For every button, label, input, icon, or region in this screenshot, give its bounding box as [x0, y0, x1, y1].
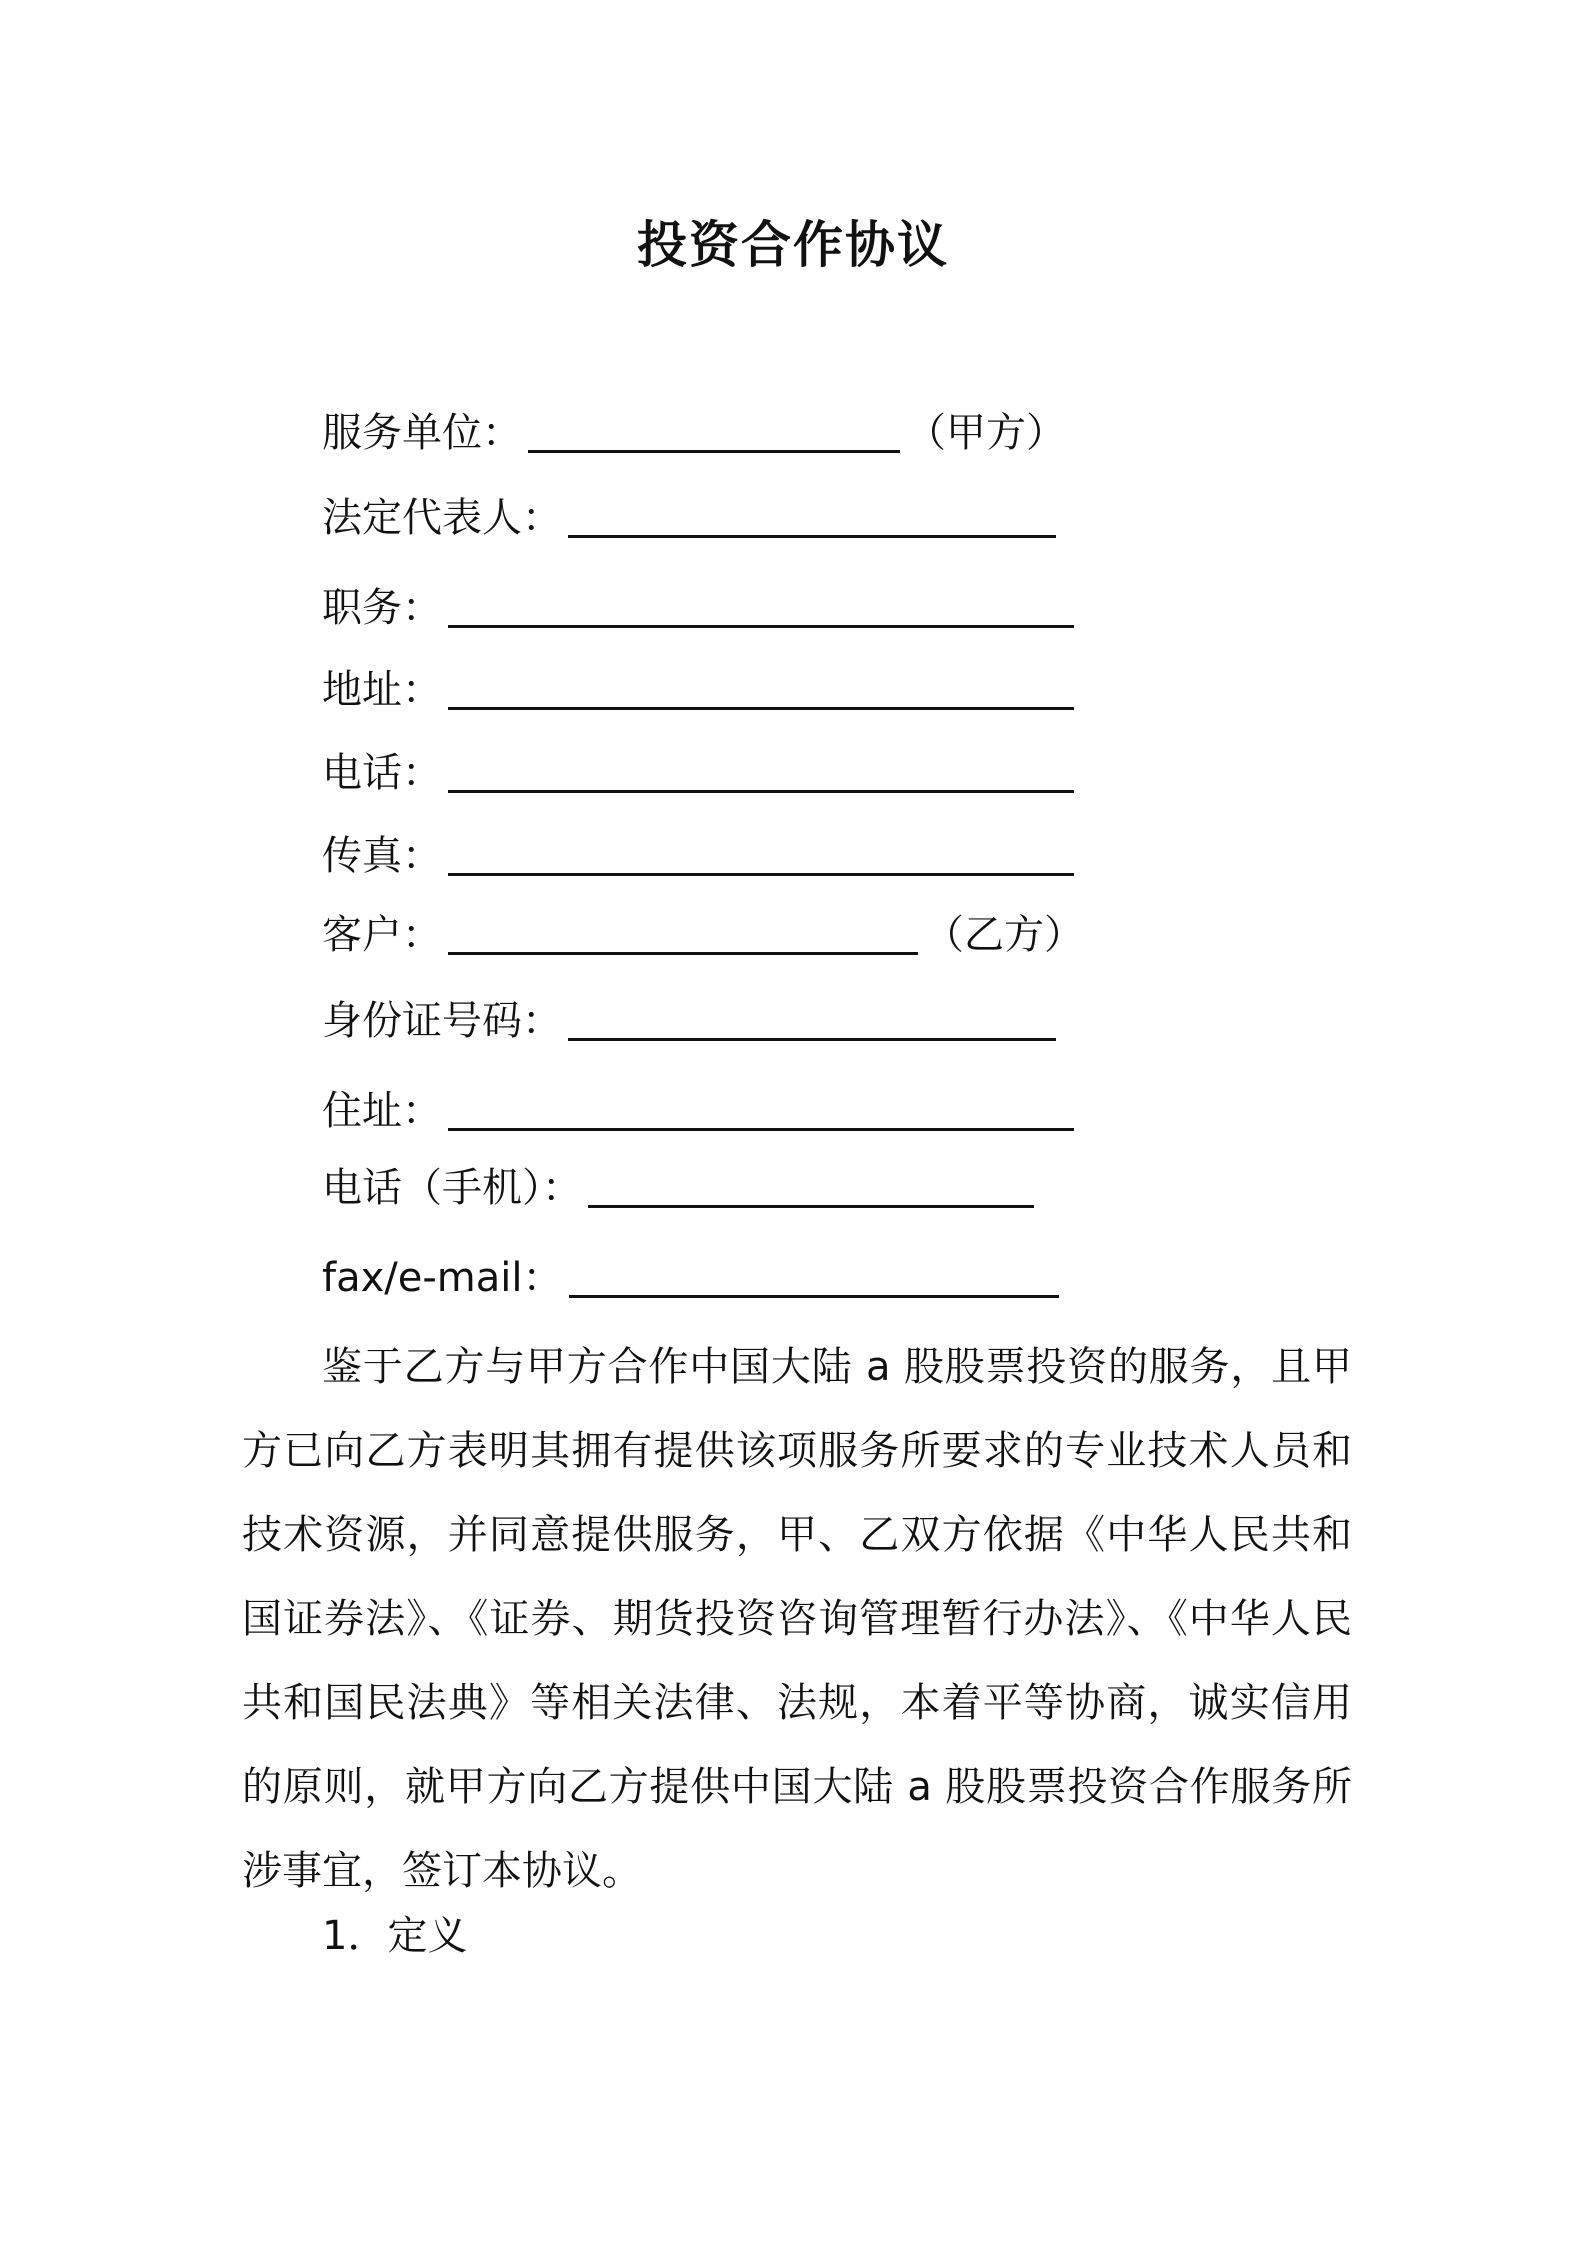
field-position [322, 580, 1080, 636]
blank-line [528, 406, 900, 453]
blank-line [448, 746, 1074, 793]
field-legal-representative [322, 490, 1062, 546]
field-suffix: （甲方） [906, 410, 1066, 456]
section-heading-definitions: 1．定义 [322, 1913, 468, 1959]
blank-line [569, 1251, 1059, 1298]
field-label: 住址： [322, 1088, 442, 1134]
field-label: 服务单位： [322, 410, 522, 456]
field-mobile [322, 1160, 1040, 1216]
blank-line [448, 829, 1074, 876]
field-suffix: （乙方） [924, 912, 1084, 958]
blank-line [568, 994, 1056, 1041]
field-label: fax/e-mail： [322, 1255, 563, 1301]
field-label: 职务： [322, 585, 442, 631]
field-phone [322, 745, 1080, 801]
field-label: 身份证号码： [322, 998, 562, 1044]
field-label: 电话（手机）： [322, 1165, 582, 1211]
field-label: 传真： [322, 833, 442, 879]
field-label: 电话： [322, 750, 442, 796]
field-residence [322, 1083, 1080, 1139]
field-client [322, 907, 1084, 963]
field-label: 法定代表人： [322, 495, 562, 541]
field-label: 客户： [322, 912, 442, 958]
blank-line [568, 491, 1056, 538]
field-id-number [322, 993, 1062, 1049]
blank-line [448, 581, 1074, 628]
body-paragraph: 鉴于乙方与甲方合作中国大陆 a 股股票投资的服务，且甲方已向乙方表明其拥有提供该项服务所要求的专业技术人员和技术资源，并同意提供服务，甲、乙双方依据《中华人民共和国证券法》、《证券、期货投资咨询管理暂行办法》、《中华人民共和国民法典》等相关法律、法规，本着平等协商，诚实信用的原则，就甲方向乙方提供中国大陆 a 股股票投资合作服务所涉事宜，签订本协议。 [242, 1344, 1352, 1894]
document-title: 投资合作协议 [637, 216, 949, 274]
field-fax-email [322, 1250, 1065, 1306]
blank-line [588, 1161, 1034, 1208]
blank-line [448, 1084, 1074, 1131]
blank-line [448, 908, 918, 955]
blank-line [448, 663, 1074, 710]
field-fax [322, 828, 1080, 884]
field-service-unit [322, 405, 1066, 461]
field-address [322, 662, 1080, 718]
field-label: 地址： [322, 667, 442, 713]
